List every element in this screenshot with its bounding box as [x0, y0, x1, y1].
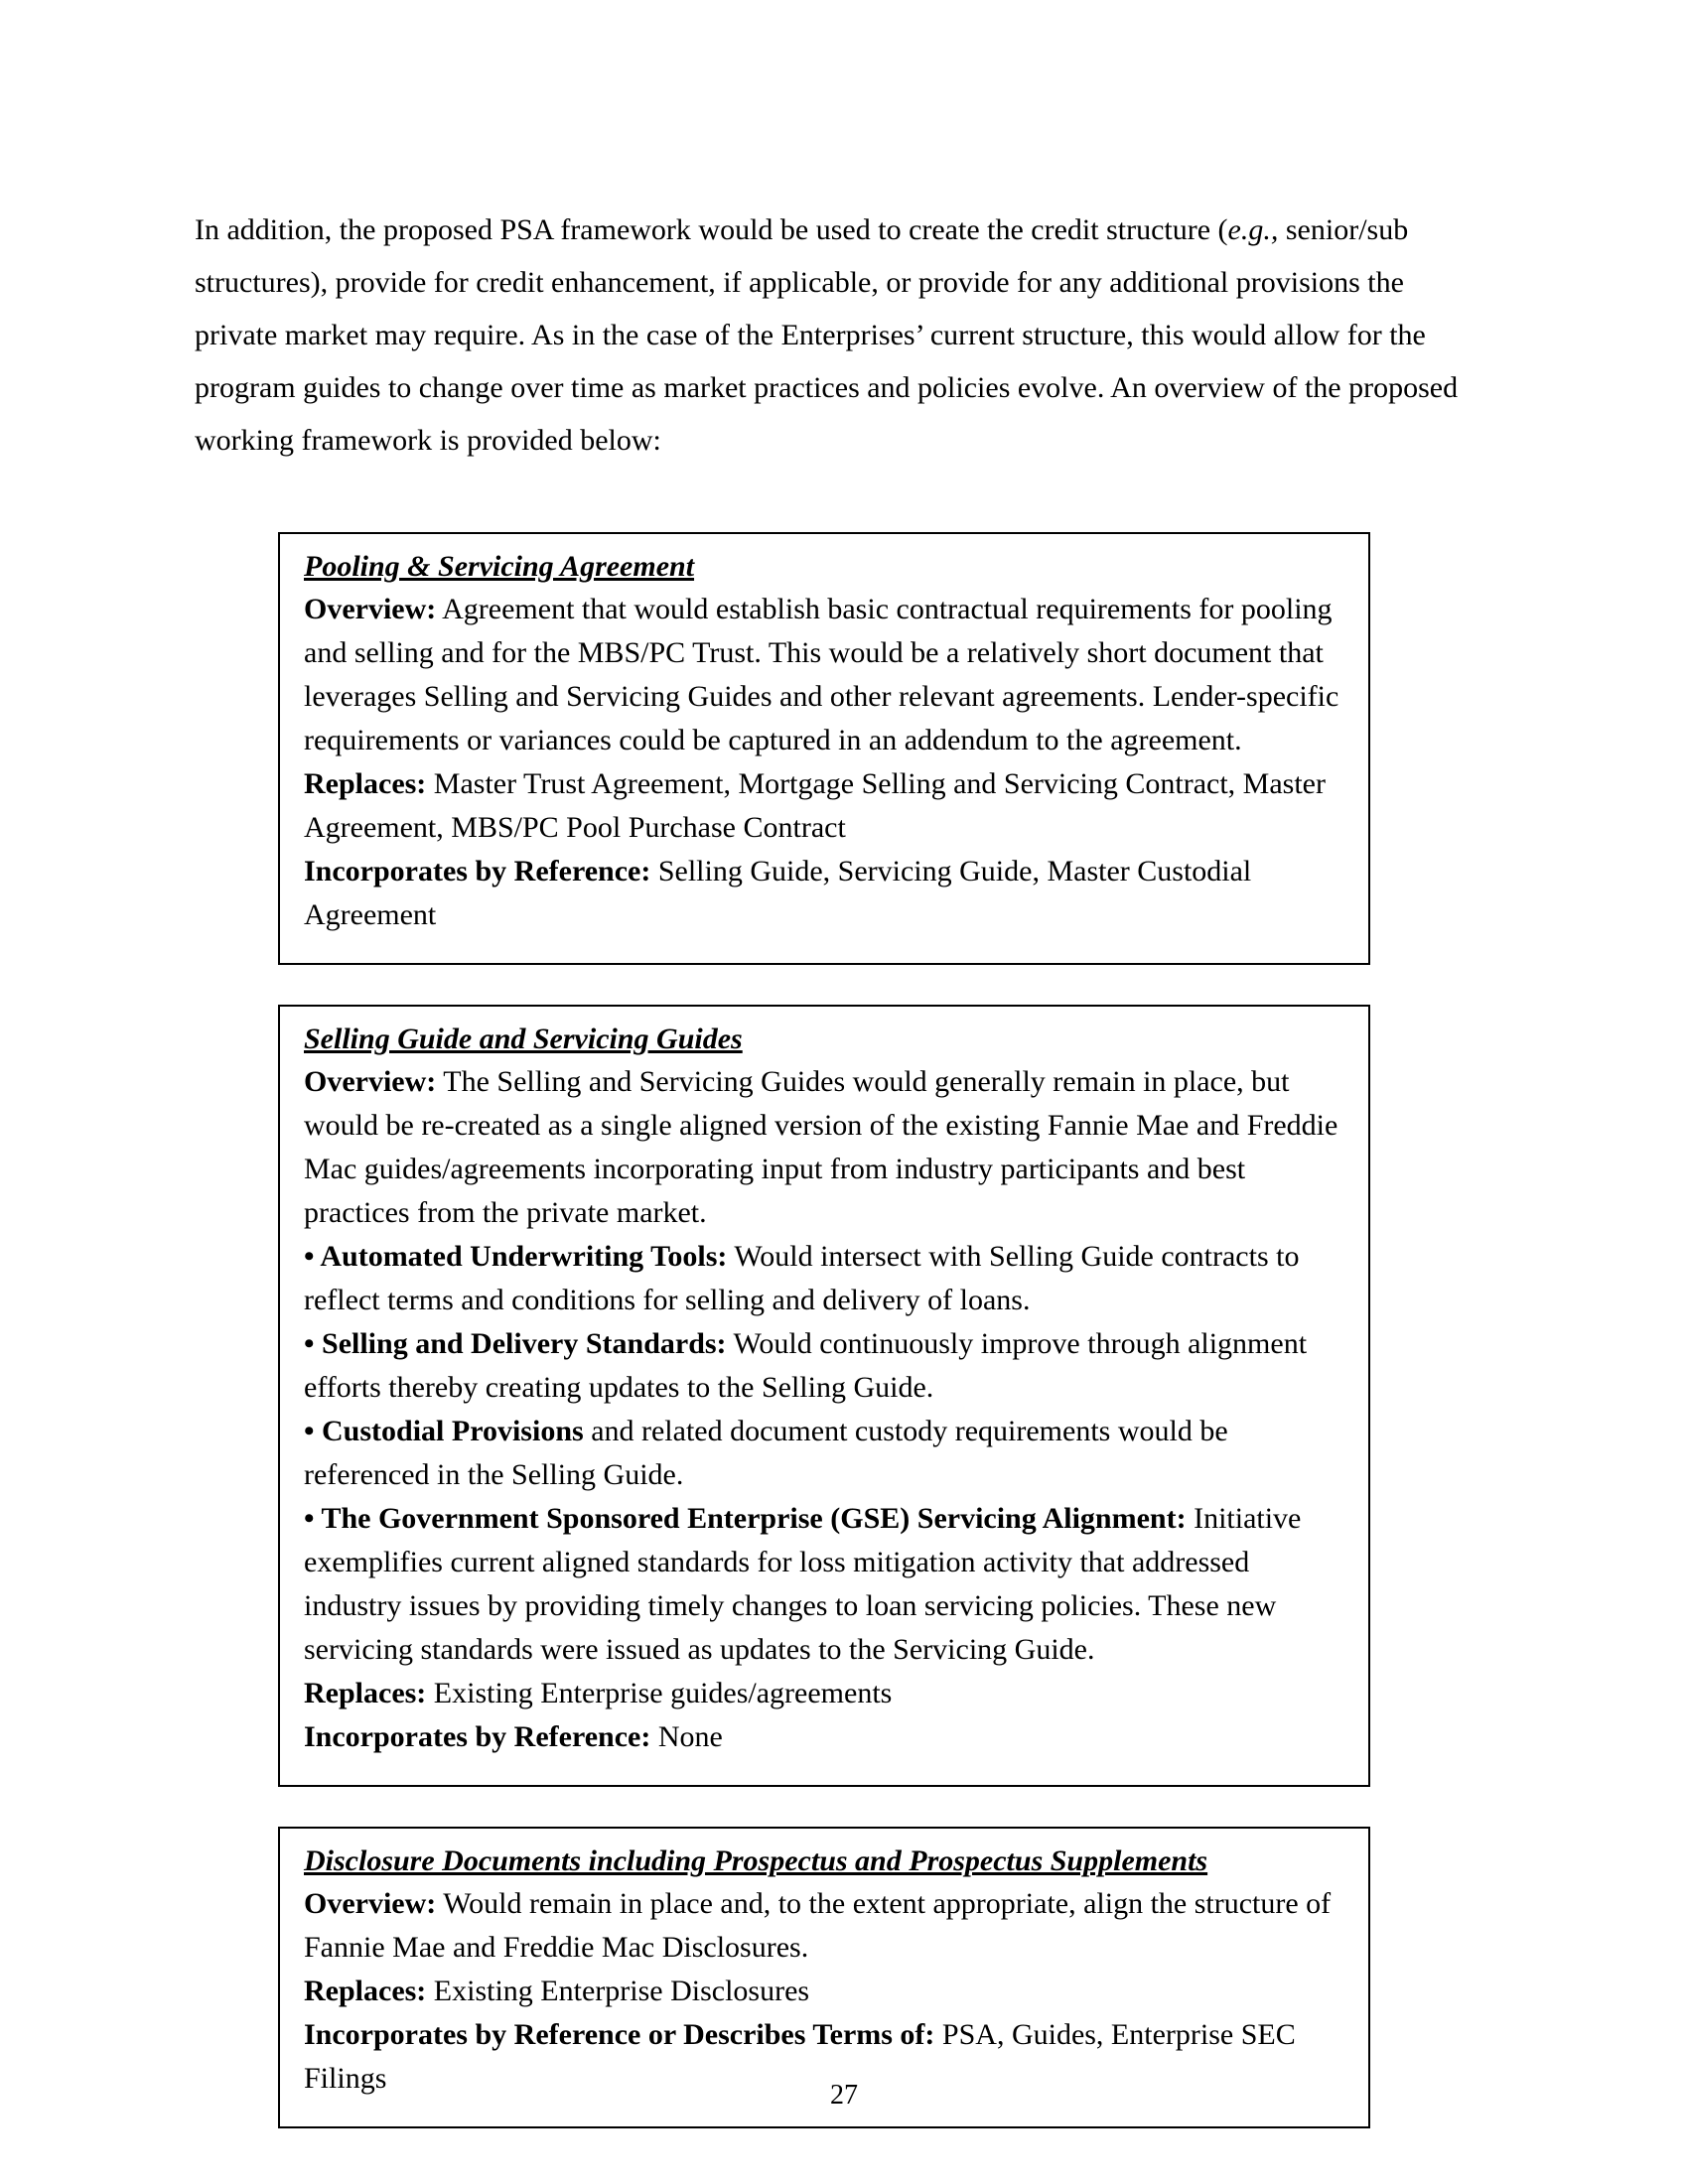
paragraph-text: Agreement that would establish basic contractual requirements for pooling and selling and for the MBS/PC Trust. This would be a relatively short document that leverages Selling and Servicing Guides and other relevant agreements. Lender-specific requirements or variances could be captured in an addendum to the agreement.	[304, 593, 1339, 756]
paragraph-text: The Selling and Servicing Guides would generally remain in place, but would be re-created as a single aligned version of the existing Fannie Mae and Freddie Mac guides/agreements incorporating input from industry participants and best practices from the private market.	[304, 1065, 1338, 1229]
intro-italic-eg: e.g.,	[1227, 213, 1279, 246]
intro-text-2: senior/sub structures), provide for credit enhancement, if applicable, or provide for any additional provisions the private market may require. As in the case of the Enterprises’ current structure, this would allow for the program guides to change over time as market practices and policies evolve. An overview of the proposed working framework is provided below:	[195, 213, 1459, 457]
box-paragraph-replaces	[304, 1970, 1340, 2013]
paragraph-text: Would continuously improve through alignment efforts thereby creating updates to the Selling Guide.	[304, 1327, 1308, 1404]
paragraph-text: Selling Guide, Servicing Guide, Master Custodial Agreement	[304, 855, 1252, 931]
paragraph-label: Overview:	[304, 1887, 437, 1920]
paragraph-label: Replaces:	[304, 1975, 427, 2007]
box-title: Selling Guide and Servicing Guides	[304, 1023, 743, 1055]
paragraph-text: Existing Enterprise Disclosures	[426, 1975, 810, 2007]
paragraph-text: Initiative exemplifies current aligned standards for loss mitigation activity that addressed industry issues by providing timely changes to loan servicing policies. These new servicing standards were issued as updates to the Servicing Guide.	[304, 1502, 1302, 1666]
paragraph-label: Incorporates by Reference or Describes Terms of:	[304, 2018, 935, 2051]
box-paragraph-replaces	[304, 1672, 1340, 1715]
box-paragraph-replaces	[304, 762, 1340, 850]
paragraph-label: • Custodial Provisions	[304, 1415, 584, 1447]
framework-boxes	[278, 532, 1370, 2128]
intro-text-1: In addition, the proposed PSA framework would be used to create the credit structure (	[195, 213, 1228, 246]
paragraph-text: Master Trust Agreement, Mortgage Selling and Servicing Contract, Master Agreement, MBS/PC Pool Purchase Contract	[304, 767, 1326, 844]
paragraph-text: and related document custody requirements would be referenced in the Selling Guide.	[304, 1415, 1228, 1491]
box-paragraph-overview	[304, 1882, 1340, 1970]
box-bullet-gse-servicing-alignment	[304, 1497, 1340, 1672]
paragraph-text: Would intersect with Selling Guide contracts to reflect terms and conditions for selling and delivery of loans.	[304, 1240, 1300, 1316]
box-bullet-automated-underwriting	[304, 1235, 1340, 1322]
paragraph-text: None	[650, 1720, 723, 1753]
box-paragraph-overview	[304, 1060, 1340, 1235]
box-selling-servicing-guides	[278, 1005, 1370, 1787]
box-title: Disclosure Documents including Prospectus and Prospectus Supplements	[304, 1844, 1208, 1877]
box-pooling-servicing-agreement	[278, 532, 1370, 965]
paragraph-label: • Automated Underwriting Tools:	[304, 1240, 728, 1273]
paragraph-label: Replaces:	[304, 1677, 427, 1709]
paragraph-text: Existing Enterprise guides/agreements	[426, 1677, 893, 1709]
paragraph-label: Overview:	[304, 1065, 437, 1098]
box-paragraph-incorporates	[304, 850, 1340, 937]
paragraph-label: • Selling and Delivery Standards:	[304, 1327, 727, 1360]
paragraph-text: Would remain in place and, to the extent appropriate, align the structure of Fannie Mae and Freddie Mac Disclosures.	[304, 1887, 1332, 1964]
box-paragraph-incorporates	[304, 1715, 1340, 1759]
paragraph-label: Replaces:	[304, 767, 427, 800]
box-title: Pooling & Servicing Agreement	[304, 550, 695, 583]
box-paragraph-overview	[304, 588, 1340, 762]
page-number: 27	[830, 2080, 858, 2111]
paragraph-label: Incorporates by Reference:	[304, 855, 651, 887]
intro-paragraph	[195, 204, 1464, 467]
box-bullet-custodial-provisions	[304, 1410, 1340, 1497]
paragraph-label: Overview:	[304, 593, 437, 625]
paragraph-label: Incorporates by Reference:	[304, 1720, 651, 1753]
paragraph-label: • The Government Sponsored Enterprise (GSE) Servicing Alignment:	[304, 1502, 1187, 1535]
paragraph-text: PSA, Guides, Enterprise SEC Filings	[304, 2018, 1296, 2095]
box-bullet-selling-delivery-standards	[304, 1322, 1340, 1410]
